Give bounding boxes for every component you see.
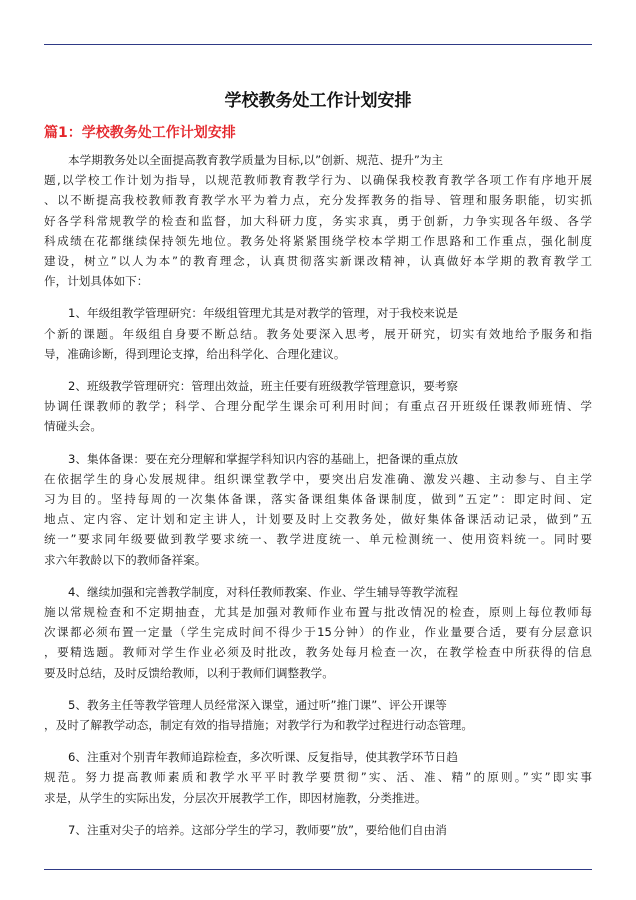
paragraph-line: 题,以学校工作计划为指导，以规范教师教育教学行为、以确保我校教育教学各项工作有序地开展 bbox=[44, 173, 592, 188]
paragraph-line: 地点、定内容、定计划和定主讲人，计划要及时上交教务处，做好集体备课活动记录，做到”五 bbox=[44, 512, 592, 527]
footer-rule bbox=[44, 869, 592, 870]
paragraph-line: 情碰头会。 bbox=[44, 419, 102, 434]
paragraph-line: 作，计划具体如下： bbox=[44, 274, 149, 289]
paragraph bbox=[44, 820, 592, 840]
paragraph-line: 3、集体备课：要在充分理解和掌握学科知识内容的基础上，把备课的重点放 bbox=[68, 451, 458, 466]
paragraph-line: 科成绩在花都继续保持领先地位。教务处将紧紧围绕学校本学期工作思路和工作重点，强化制度 bbox=[44, 233, 592, 248]
paragraph-line: 、以不断提高我校教师教育教学水平为着力点，充分发挥教务的指导、管理和服务职能，切实抓 bbox=[44, 193, 592, 208]
paragraph bbox=[44, 376, 592, 437]
paragraph-line: ，及时了解教学动态，制定有效的指导措施；对教学行为和教学过程进行动态管理。 bbox=[44, 718, 473, 733]
paragraph-line: ，要精选题。教师对学生作业必须及时批改，教务处每月检查一次，在教学检查中所获得的信息 bbox=[44, 645, 592, 660]
paragraph-line: 规范。努力提高教师素质和教学水平平时教学要贯彻”实、活、准、精”的原则。”实”即实事 bbox=[44, 770, 592, 785]
paragraph-line: 6、注重对个别青年教师追踪检查，多次听课、反复指导，使其教学环节日趋 bbox=[68, 750, 458, 765]
paragraph-line: 次课都必须布置一定量（学生完成时间不得少于15分钟）的作业，作业量要合适，要有分层意识 bbox=[44, 625, 592, 640]
paragraph-line: 2、班级教学管理研究：管理出效益，班主任要有班级教学管理意识，要考察 bbox=[68, 379, 458, 394]
paragraph-line: 要及时总结，及时反馈给教师，以利于教师们调整教学。 bbox=[44, 665, 334, 680]
paragraph-line: 7、注重对尖子的培养。这部分学生的学习，教师要”放”，要给他们自由消 bbox=[68, 822, 447, 837]
paragraph-line: 1、年级组教学管理研究：年级组管理尤其是对教学的管理，对于我校来说是 bbox=[68, 306, 458, 321]
paragraph-line: 本学期教务处以全面提高教育教学质量为目标,以”创新、规范、提升”为主 bbox=[68, 153, 444, 167]
paragraph-line: 习为目的。坚持每周的一次集体备课，落实备课组集体备课制度，做到”五定”：即定时间、定 bbox=[44, 492, 592, 507]
paragraph-line: 好各学科常规教学的检查和监督，加大科研力度，务实求真，勇于创新，力争实现各年级、各学 bbox=[44, 213, 592, 228]
paragraph-line: 在依据学生的身心发展规律。组织课堂教学中，要突出启发准确、激发兴趣、主动参与、自主学 bbox=[44, 471, 592, 486]
paragraph-line: 求是，从学生的实际出发，分层次开展教学工作，即因材施教，分类推进。 bbox=[44, 790, 427, 805]
paragraph bbox=[44, 695, 592, 735]
paragraph bbox=[44, 582, 592, 683]
section-heading: 篇1：学校教务处工作计划安排 bbox=[44, 125, 236, 141]
paragraph bbox=[44, 303, 592, 364]
header-rule bbox=[44, 44, 592, 45]
document-title: 学校教务处工作计划安排 bbox=[224, 91, 412, 111]
paragraph-line: 导，准确诊断，得到理论支撑，给出科学化、合理化建议。 bbox=[44, 346, 346, 361]
paragraph-line: 5、教务主任等教学管理人员经常深入课堂，通过听”推门课”、评公开课等 bbox=[68, 697, 447, 712]
paragraph-line: 统一”要求同年级要做到教学要求统一、教学进度统一、单元检测统一、使用资料统一。同时要 bbox=[44, 532, 592, 547]
paragraph bbox=[44, 449, 592, 570]
paragraph-line: 个新的课题。年级组自身要不断总结。教务处要深入思考，展开研究，切实有效地给予服务和指 bbox=[44, 326, 592, 341]
paragraph bbox=[44, 747, 592, 808]
paragraph-line: 建设，树立”以人为本”的教育理念，认真贯彻落实新课改精神，认真做好本学期的教育教学工 bbox=[44, 254, 592, 269]
paragraph-line: 4、继续加强和完善教学制度，对科任教师教案、作业、学生辅导等教学流程 bbox=[68, 584, 458, 599]
paragraph bbox=[44, 150, 592, 291]
paragraph-line: 求六年教龄以下的教师备祥案。 bbox=[44, 552, 207, 567]
paragraph-line: 施以常规检查和不定期抽查，尤其是加强对教师作业布置与批改情况的检查，原则上每位教师每 bbox=[44, 605, 592, 620]
paragraph-line: 协调任课教师的教学；科学、合理分配学生课余可利用时间；有重点召开班级任课教师班情、学 bbox=[44, 399, 592, 414]
document-body bbox=[44, 150, 592, 852]
